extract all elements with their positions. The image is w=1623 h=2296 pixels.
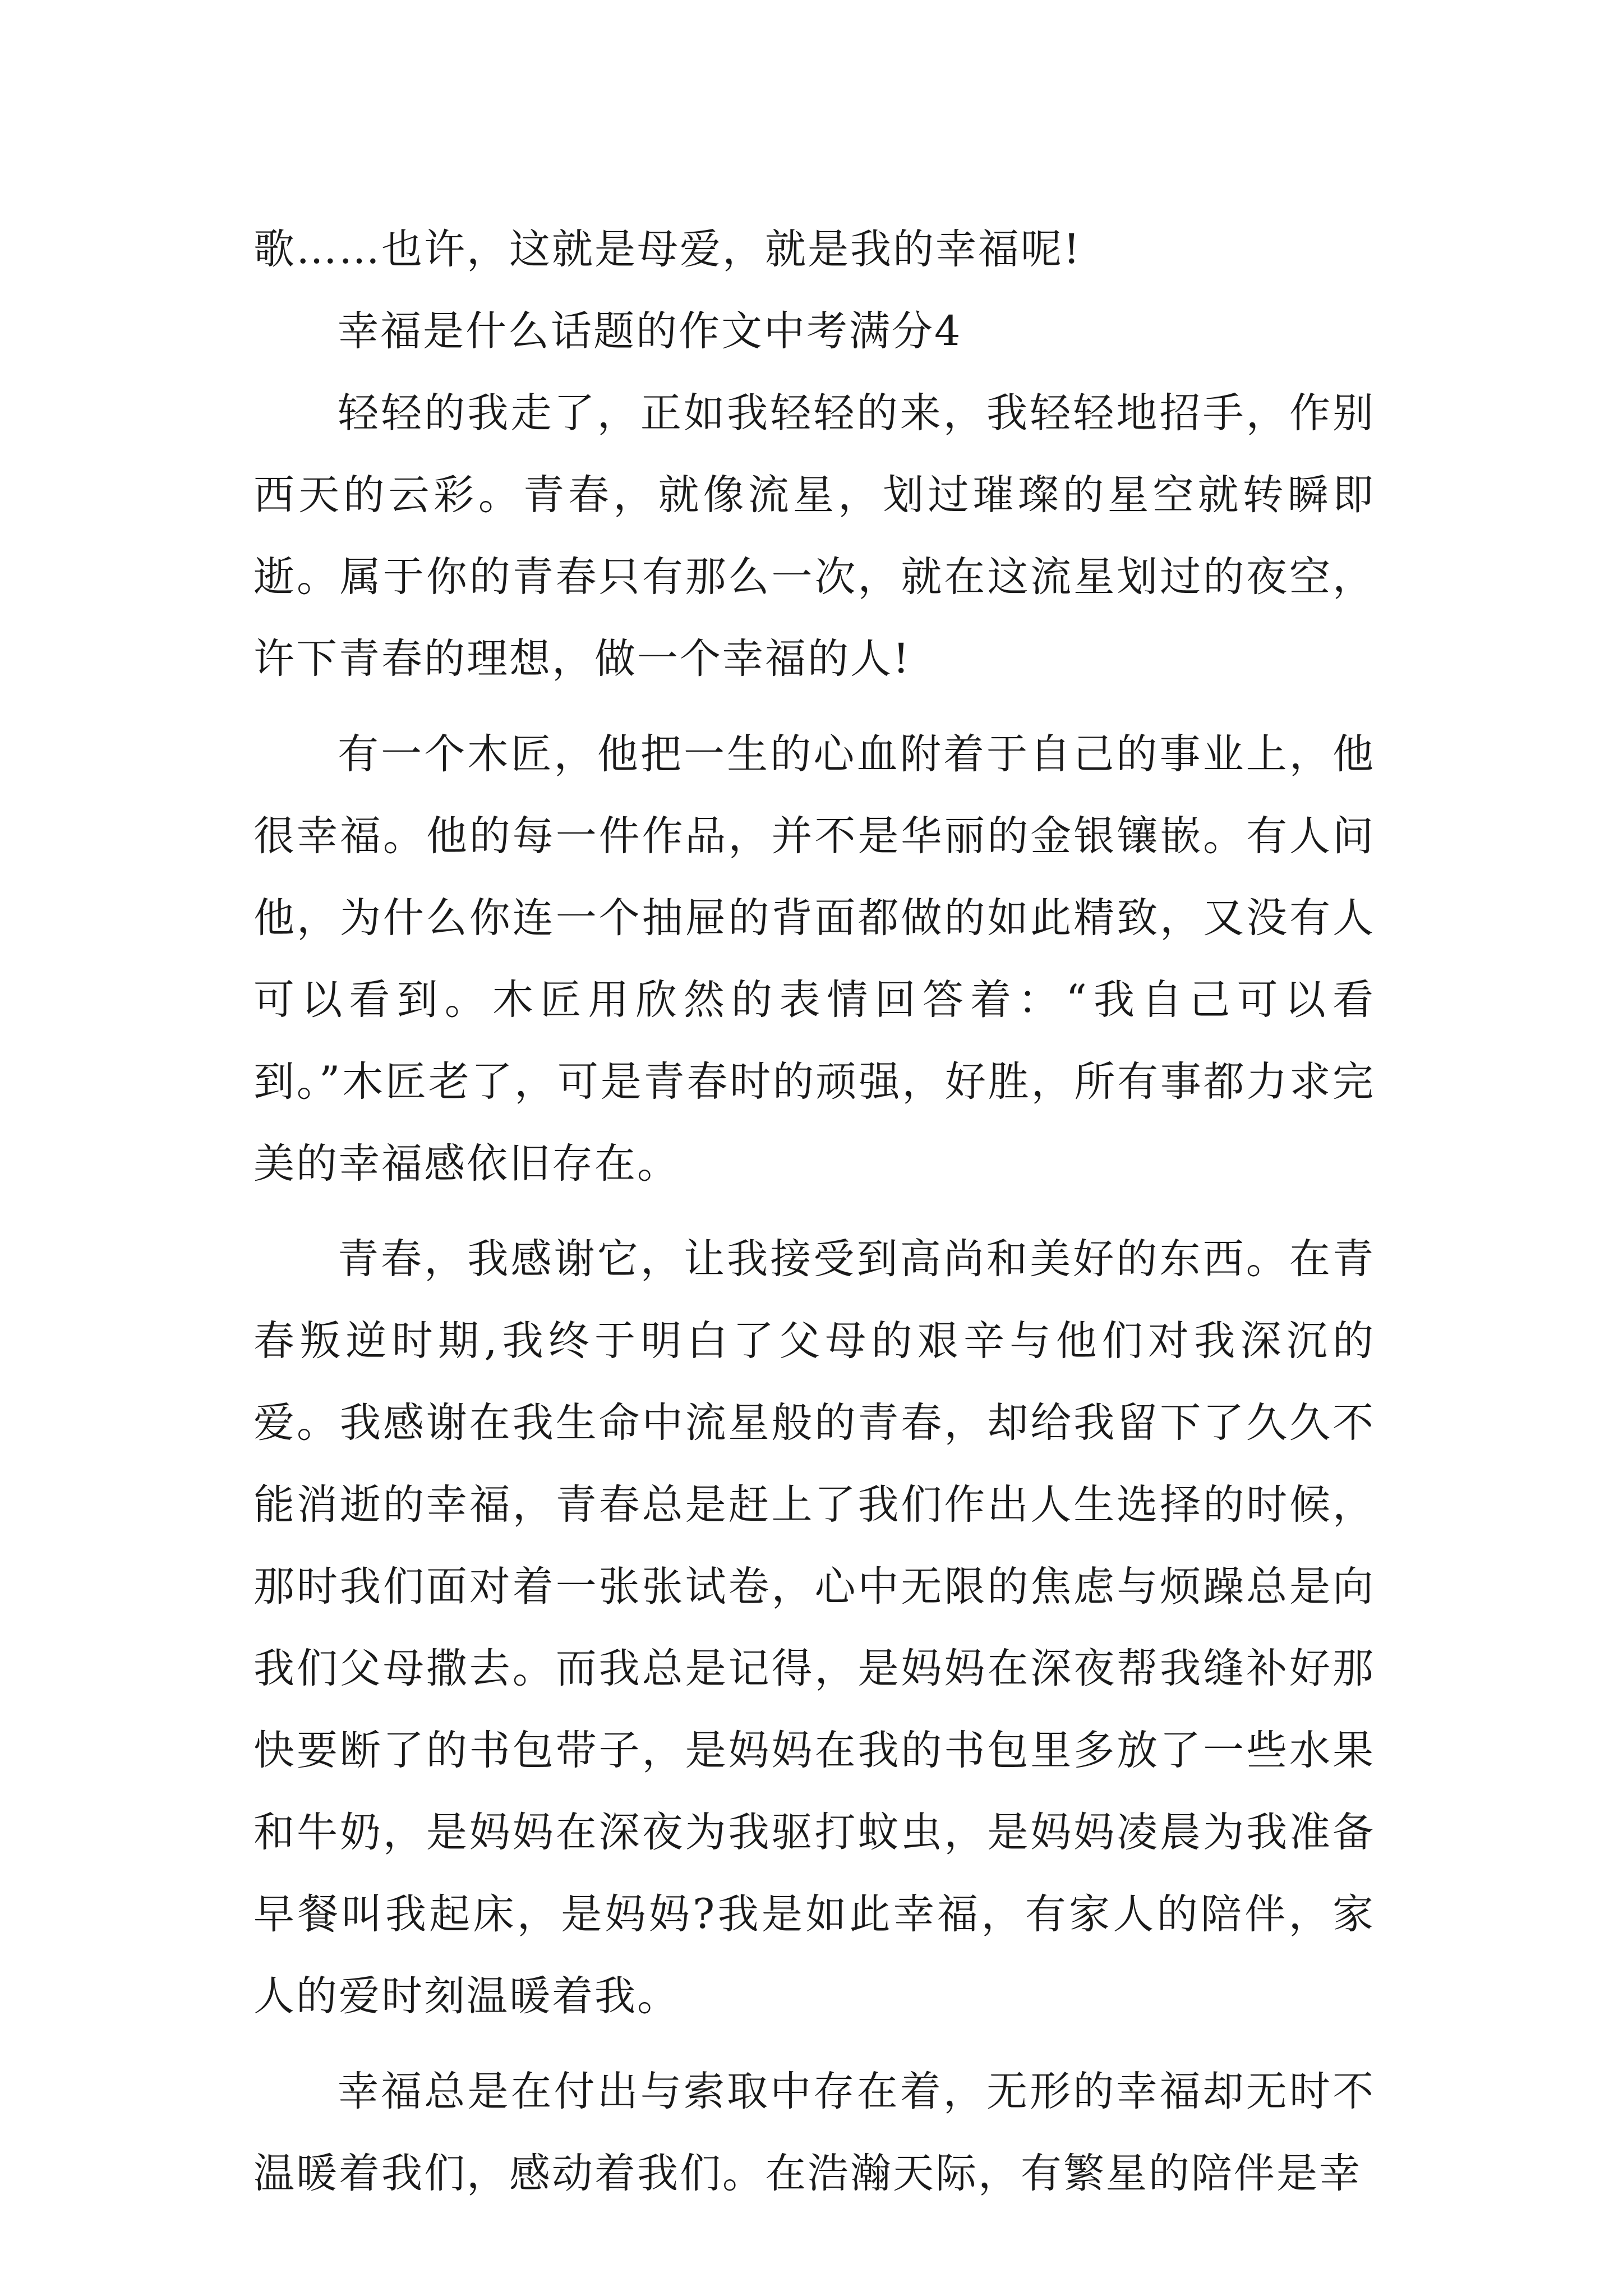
paragraph: 有一个木匠，他把一生的心血附着于自己的事业上，他很幸福。他的每一件作品，并不是华丽的金银镶嵌。有人问他，为什么你连一个抽屉的背面都做的如此精致，又没有人可以看到。木匠用欣然的表情回答着：“我自己可以看到。”木匠老了，可是青春时的顽强，好胜，所有事都力求完美的幸福感依旧存在。 — [253, 730, 1375, 1188]
paragraph: 轻轻的我走了，正如我轻轻的来，我轻轻地招手，作别西天的云彩。青春，就像流星，划过璀璨的星空就转瞬即逝。属于你的青春只有那么一次，就在这流星划过的夜空，许下青春的理想，做一个幸福的人! — [253, 389, 1375, 683]
paragraph: 幸福总是在付出与索取中存在着，无形的幸福却无时不温暖着我们，感动着我们。在浩瀚天际，有繁星的陪伴是幸 — [253, 2068, 1375, 2197]
essay-heading: 幸福是什么话题的作文中考满分4 — [338, 307, 962, 355]
paragraph-continuation: 歌……也许，这就是母爱，就是我的幸福呢! — [253, 226, 1082, 273]
document-body — [253, 209, 1375, 2215]
paragraph: 青春，我感谢它，让我接受到高尚和美好的东西。在青春叛逆时期,我终于明白了父母的艰辛与他们对我深沉的爱。我感谢在我生命中流星般的青春，却给我留下了久久不能消逝的幸福，青春总是赶上了我们作出人生选择的时候，那时我们面对着一张张试卷，心中无限的焦虑与烦躁总是向我们父母撒去。而我总是记得，是妈妈在深夜帮我缝补好那快要断了的书包带子，是妈妈在我的书包里多放了一些水果和牛奶，是妈妈在深夜为我驱打蚊虫，是妈妈凌晨为我准备早餐叫我起床，是妈妈?我是如此幸福，有家人的陪伴，家人的爱时刻温暖着我。 — [253, 1235, 1375, 2020]
